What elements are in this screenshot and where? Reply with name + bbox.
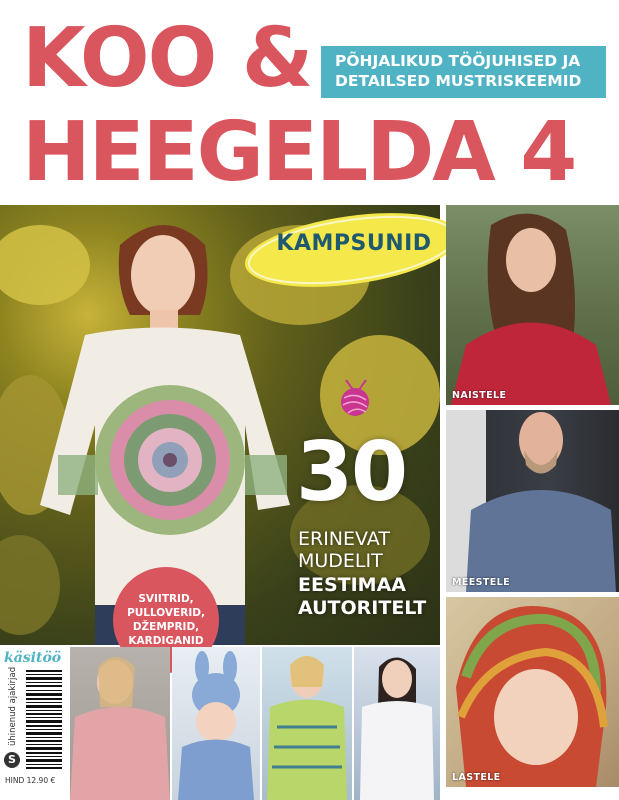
men-photo bbox=[446, 410, 619, 592]
kampsunid-badge: KAMPSUNID bbox=[276, 231, 432, 256]
children-photo-illustration bbox=[446, 597, 619, 787]
bottom-photo-1 bbox=[70, 647, 170, 800]
bottom-photo-4-illustration bbox=[354, 647, 440, 800]
banner-line2: DETAILSED MUSTRISKEEMID bbox=[335, 72, 582, 90]
publisher-name: ühinenud ajakirjad bbox=[8, 666, 18, 746]
label-children: LASTELE bbox=[452, 772, 501, 783]
circle-line3: DŽEMPRID, bbox=[132, 621, 200, 633]
label-women: NAISTELE bbox=[452, 390, 507, 401]
tagline-line2: MUDELIT bbox=[298, 550, 383, 572]
bottom-photo-1-illustration bbox=[70, 647, 170, 800]
label-men: MEESTELE bbox=[452, 577, 510, 588]
women-photo bbox=[446, 205, 619, 405]
publisher-logo-icon: S bbox=[4, 752, 20, 768]
bottom-photo-3-illustration bbox=[262, 647, 352, 800]
circle-line2: PULLOVERID, bbox=[127, 607, 205, 619]
magazine-title-line2: HEEGELDA 4 bbox=[22, 105, 576, 200]
price-label: HIND 12.90 € bbox=[5, 776, 56, 785]
children-photo bbox=[446, 597, 619, 787]
women-photo-illustration bbox=[446, 205, 619, 405]
bottom-photo-2 bbox=[172, 647, 260, 800]
tagline-line1: ERINEVAT bbox=[298, 528, 390, 550]
tagline-line4: AUTORITELT bbox=[298, 597, 427, 619]
bottom-photo-3 bbox=[262, 647, 352, 800]
yarn-ball-icon bbox=[336, 378, 374, 418]
magazine-title-line1: KOO & bbox=[22, 11, 312, 106]
subtitle-banner bbox=[321, 46, 606, 98]
bottom-photo-4 bbox=[354, 647, 440, 800]
barcode-icon bbox=[24, 666, 64, 774]
tagline-line3: EESTIMAA bbox=[298, 574, 406, 596]
models-count: 30 bbox=[296, 425, 407, 520]
circle-line4: KARDIGANID bbox=[128, 635, 204, 647]
banner-line1: PÕHJALIKUD TÖÖJUHISED JA bbox=[335, 52, 581, 70]
bottom-photo-2-illustration bbox=[172, 647, 260, 800]
brand-logo: käsitöö bbox=[4, 650, 62, 666]
men-photo-illustration bbox=[446, 410, 619, 592]
circle-line1: SVIITRID, bbox=[138, 593, 194, 605]
